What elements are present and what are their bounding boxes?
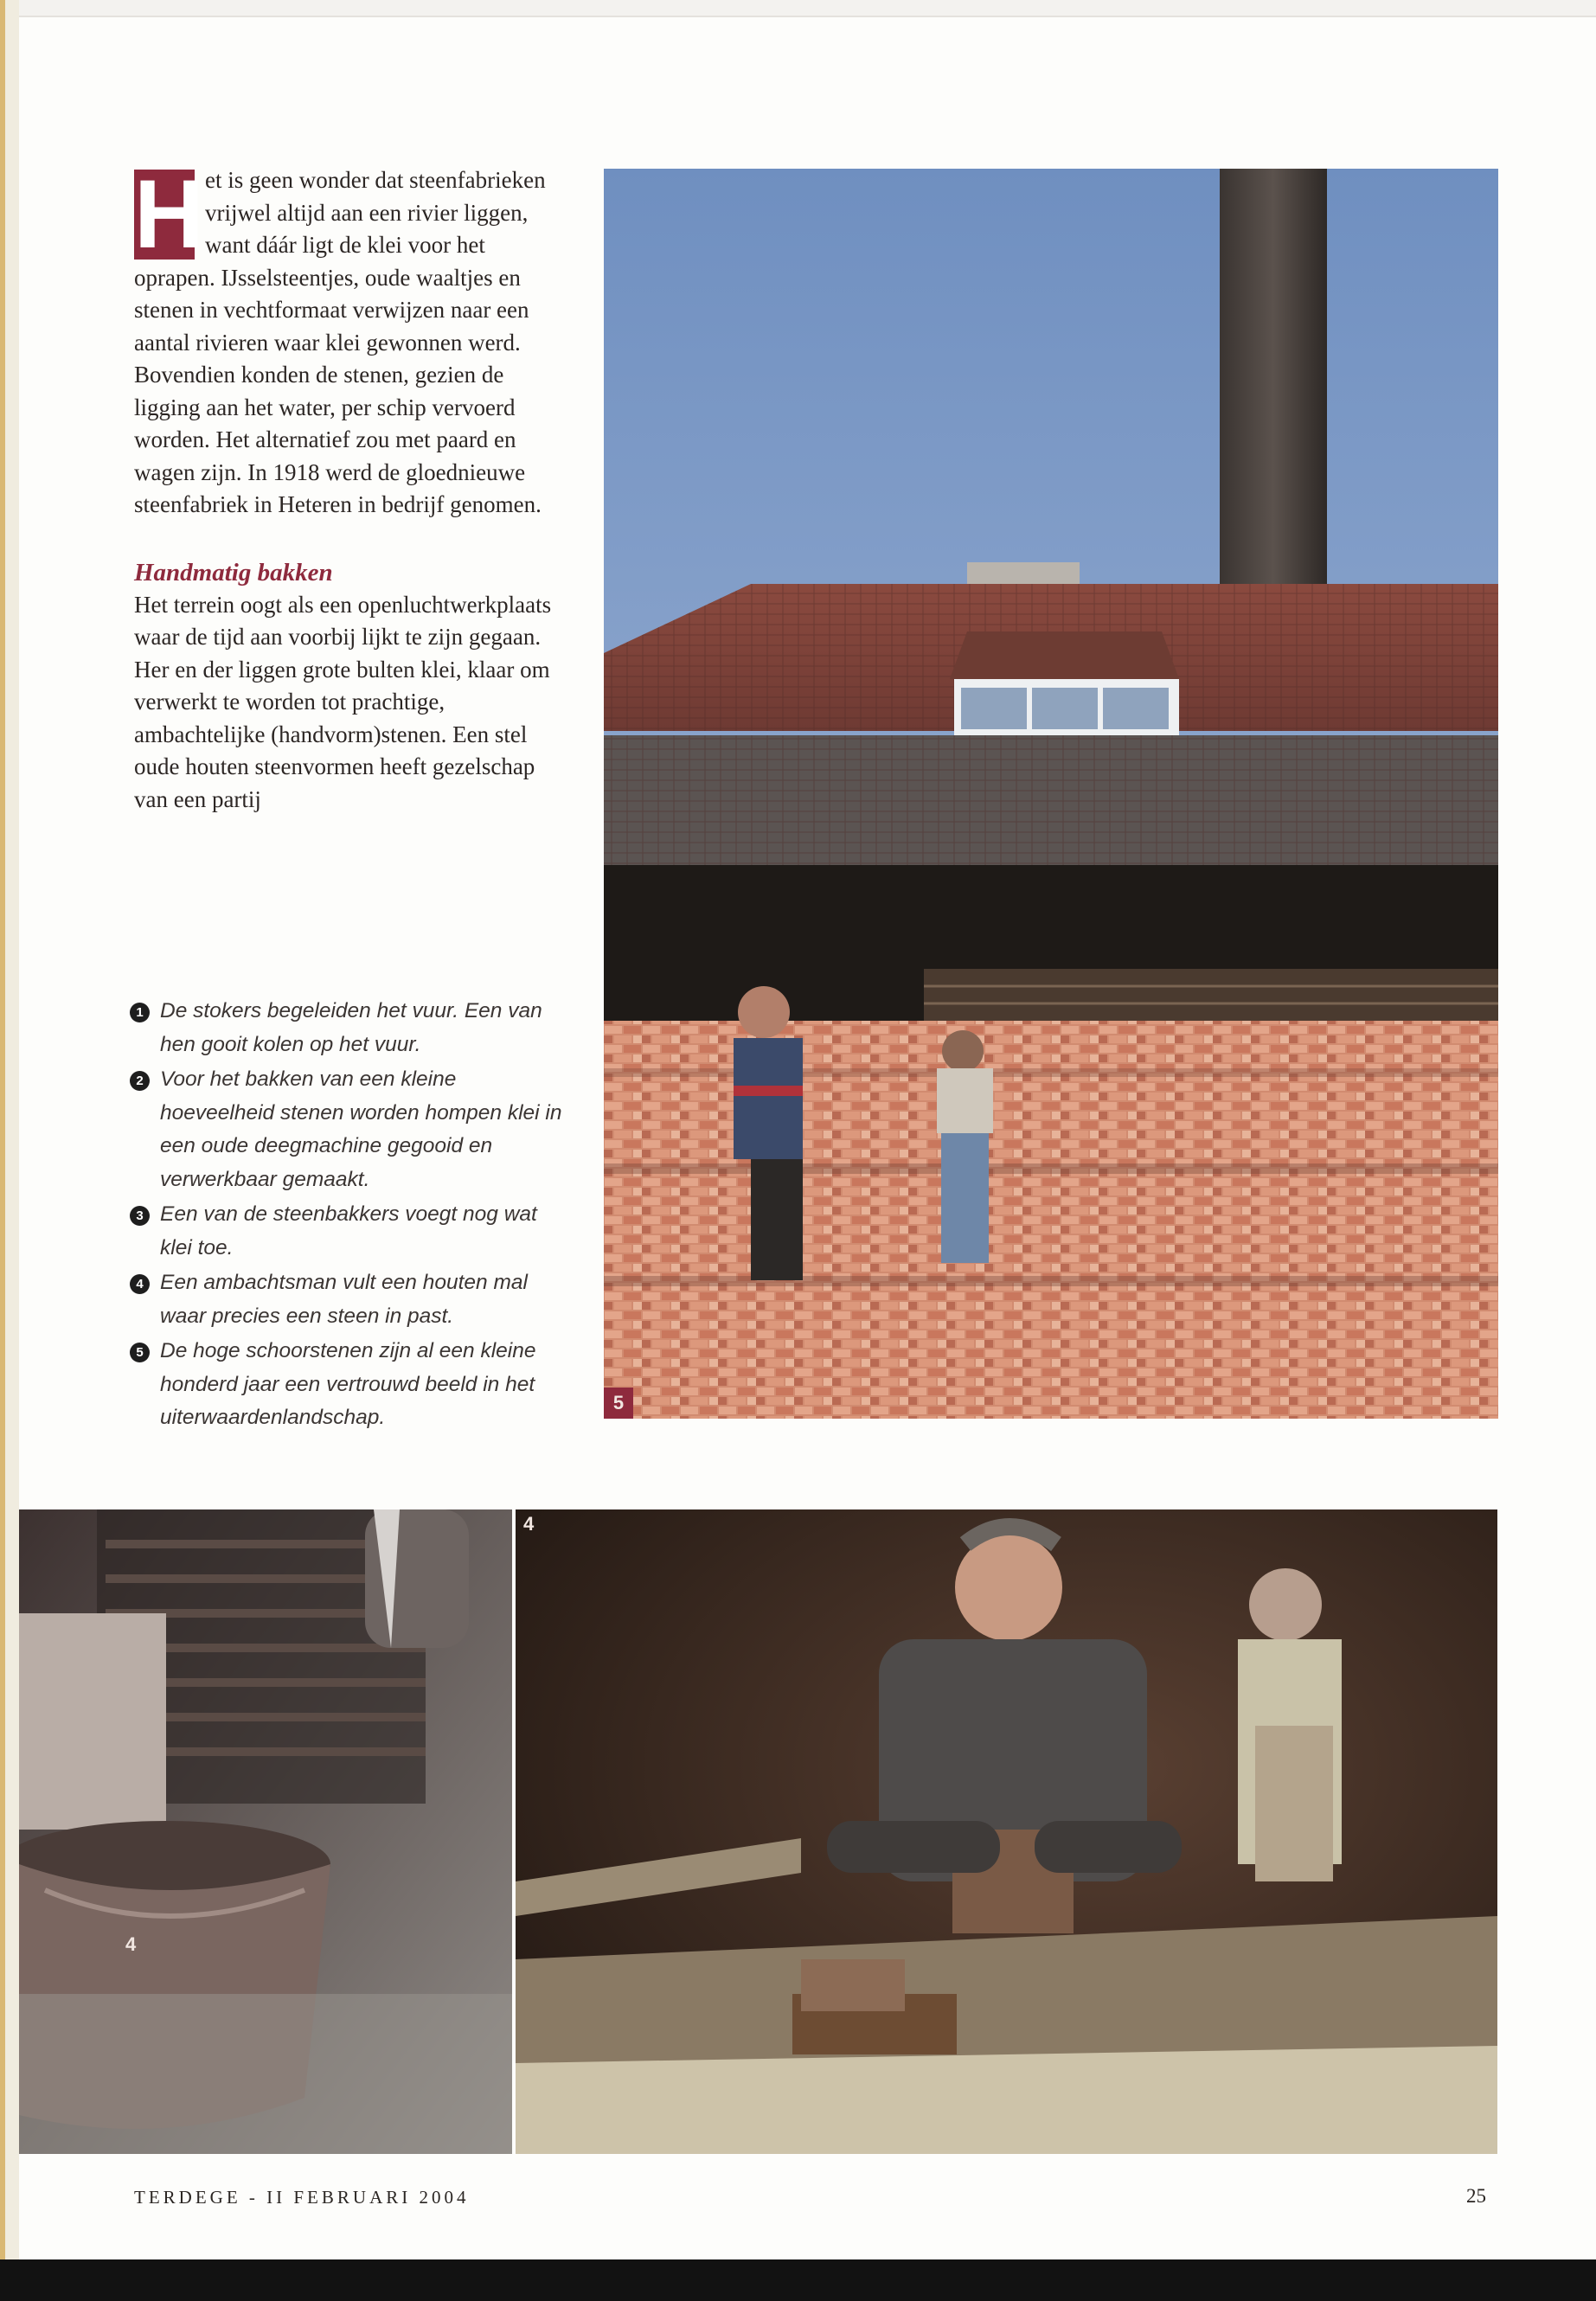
page-top-edge [0,0,1596,17]
caption-text: De stokers begeleiden het vuur. Een van hen gooit kolen op het vuur. [160,999,542,1056]
brick-molding-illustration [516,1509,1497,2154]
section-text: Het terrein oogt als een openluchtwerkplaats waar de tijd aan voorbij lijkt te zijn gegaan. Her en der liggen grote bulten klei, klaar om verwerkt te worden tot prachtige, ambachtelijke (handvorm)stenen. Een stel oude houten steenvormen heeft gezelschap van een partij [134,591,552,812]
caption-number: 1 [130,1003,150,1022]
caption-number: 2 [130,1071,150,1091]
page-number: 25 [1466,2185,1486,2207]
clay-mixer-photo [19,1509,512,2154]
clay-mixer-illustration [19,1509,512,2154]
article-body [134,160,562,816]
caption-item [130,1266,562,1333]
photo-number-label: 4 [125,1933,137,1955]
drop-cap: H [134,160,204,268]
caption-text: Een van de steenbakkers voegt nog wat klei toe. [160,1202,537,1259]
page-binding-edge [0,0,19,2301]
caption-item [130,1335,562,1435]
photo-captions [130,995,562,1437]
publication-footer: TERDEGE - II FEBRUARI 2004 [134,2187,470,2208]
caption-item [130,1198,562,1265]
caption-item [130,995,562,1061]
caption-item [130,1063,562,1196]
photo-number-badge: 5 [604,1388,633,1419]
brick-factory-photo [604,169,1498,1419]
intro-text: et is geen wonder dat steenfabrieken vrijwel altijd aan een rivier liggen, want dáár ligt de klei voor het oprapen. IJsselsteentjes, oude waaltjes en stenen in vechtformaat verwijzen naar een aantal rivieren waar klei gewonnen werd. Bovendien konden de stenen, gezien de ligging aan het water, per schip vervoerd worden. Het alternatief zou met paard en wagen zijn. In 1918 werd de gloednieuwe steenfabriek in Heteren in bedrijf genomen. [134,167,546,517]
intro-paragraph [134,160,562,522]
caption-text: Een ambachtsman vult een houten mal waar precies een steen in past. [160,1271,528,1328]
caption-number: 5 [130,1343,150,1362]
caption-number: 4 [130,1274,150,1294]
section-heading: Handmatig bakken [134,558,333,586]
caption-text: De hoge schoorstenen zijn al een kleine honderd jaar een vertrouwd beeld in het uiterwaardenlandschap. [160,1339,536,1429]
brick-molding-photo [516,1509,1497,2154]
photo-number-label: 4 [523,1513,535,1535]
page-bottom-edge [0,2259,1596,2301]
brick-factory-illustration [604,169,1498,1419]
caption-text: Voor het bakken van een kleine hoeveelheid stenen worden hompen klei in een oude deegmachine gegooid en verwerkbaar gemaakt. [160,1067,562,1191]
caption-number: 3 [130,1206,150,1226]
